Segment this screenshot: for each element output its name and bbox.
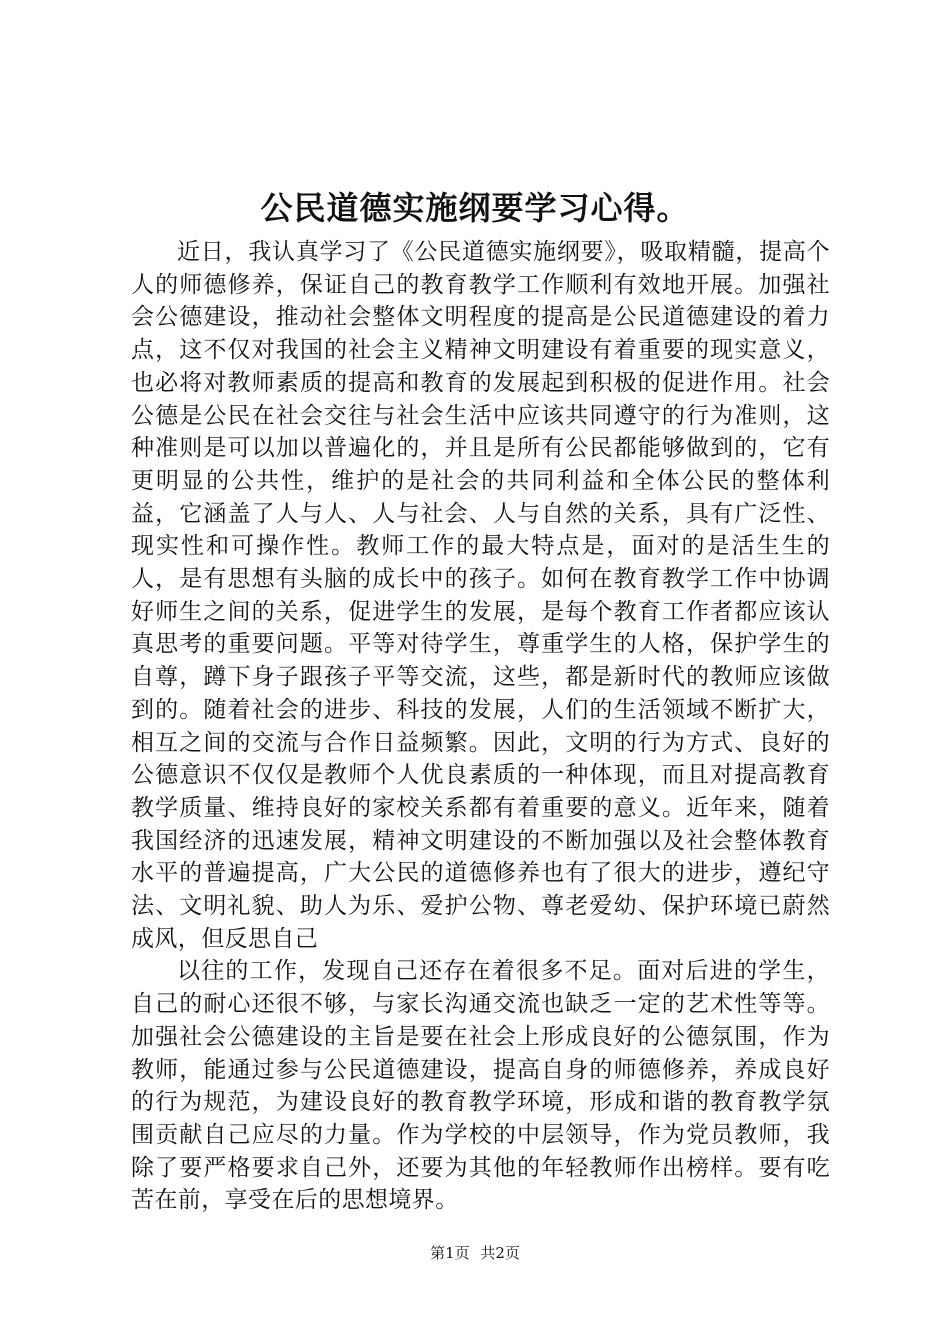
- paragraph-1: 近日，我认真学习了《公民道德实施纲要》，吸取精髓，提高个人的师德修养，保证自己的教育教学工作顺利有效地开展。加强社会公德建设，推动社会整体文明程度的提高是公民道德建设的着力点，这不仅对我国的社会主义精神文明建设有着重要的现实意义，也必将对教师素质的提高和教育的发展起到积极的促进作用。社会公德是公民在社会交往与社会生活中应该共同遵守的行为准则，这种准则是可以加以普遍化的，并且是所有公民都能够做到的，它有更明显的公共性，维护的是社会的共同利益和全体公民的整体利益，它涵盖了人与人、人与社会、人与自然的关系，具有广泛性、现实性和可操作性。教师工作的最大特点是，面对的是活生生的人，是有思想有头脑的成长中的孩子。如何在教育教学工作中协调好师生之间的关系，促进学生的发展，是每个教育工作者都应该认真思考的重要问题。平等对待学生，尊重学生的人格，保护学生的自尊，蹲下身子跟孩子平等交流，这些，都是新时代的教师应该做到的。随着社会的进步、科技的发展，人们的生活领域不断扩大，相互之间的交流与合作日益频繁。因此，文明的行为方式、良好的公德意识不仅仅是教师个人优良素质的一种体现，而且对提高教育教学质量、维持良好的家校关系都有着重要的意义。近年来，随着我国经济的迅速发展，精神文明建设的不断加强以及社会整体教育水平的普遍提高，广大公民的道德修养也有了很大的进步，遵纪守法、文明礼貌、助人为乐、爱护公物、尊老爱幼、保护环境已蔚然成风，但反思自己: [131, 239, 830, 952]
- page-total: 共2页: [480, 1244, 520, 1262]
- document-title: 公民道德实施纲要学习心得。: [260, 189, 690, 227]
- page-footer: [0, 1243, 950, 1263]
- paragraph-2: 以往的工作，发现自己还存在着很多不足。面对后进的学生，自己的耐心还很不够，与家长沟通交流也缺乏一定的艺术性等等。加强社会公德建设的主旨是要在社会上形成良好的公德氛围，作为教师，能通过参与公民道德建设，提高自身的师德修养，养成良好的行为规范，为建设良好的教育教学环境，形成和谐的教育教学氛围贡献自己应尽的力量。作为学校的中层领导，作为党员教师，我除了要严格要求自己外，还要为其他的年轻教师作出榜样。要有吃苦在前，享受在后的思想境界。: [131, 958, 830, 1214]
- document-body: [131, 236, 830, 1217]
- page-number: 第1页: [430, 1244, 470, 1262]
